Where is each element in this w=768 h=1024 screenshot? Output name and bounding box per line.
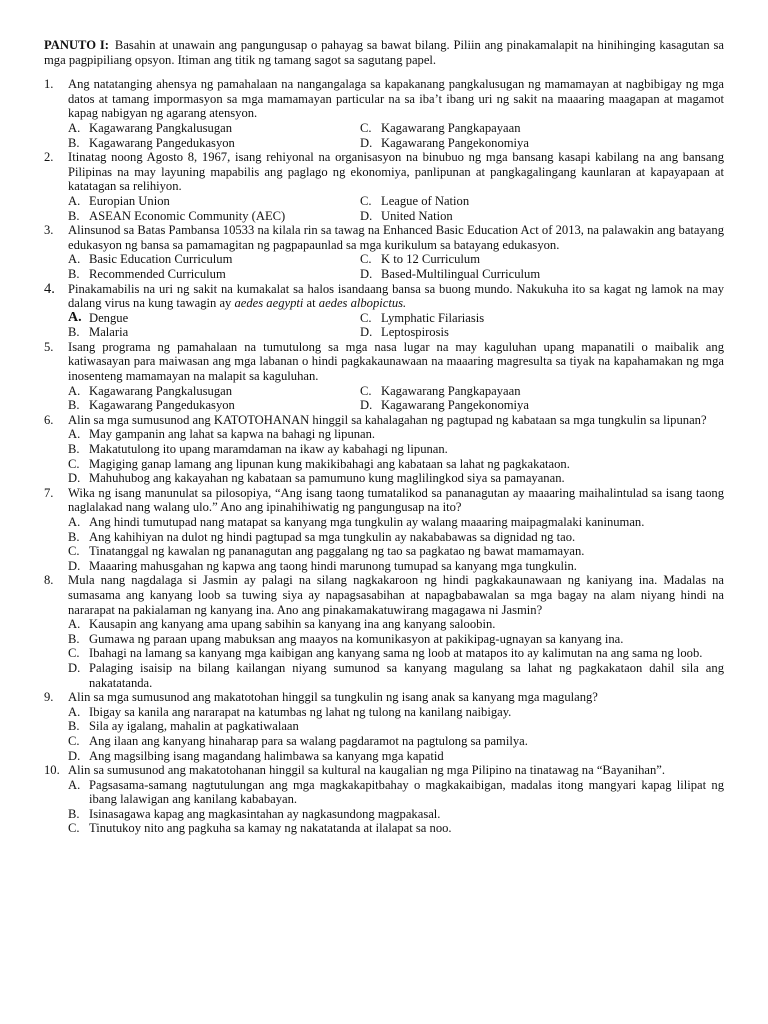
options	[68, 252, 724, 281]
option-letter: D.	[360, 398, 373, 413]
option-letter: B.	[68, 325, 80, 340]
question-1	[44, 77, 724, 150]
option-a[interactable]	[68, 252, 360, 267]
option-d[interactable]	[360, 325, 724, 340]
option-text: Basic Education Curriculum	[89, 252, 233, 267]
option-c[interactable]	[360, 194, 724, 209]
question-text: Alin sa mga sumusunod ang KATOTOHANAN hinggil sa kahalagahan ng pagtupad ng kabataan sa mga tungkulin sa lipunan?	[68, 412, 707, 427]
option-letter: D.	[68, 748, 81, 763]
question-text: Ang natatanging ahensya ng pamahalaan na nangangalaga sa kapakanang pangkalusugan ng mamamayan at nagbibigay ng mga datos at tamang impormasyon sa mga mamamayan particular na sa iba’t ibang uri ng sakit na maaaring maagapan at magamot kapag nabigyan ng agarang atensyon.	[68, 77, 724, 121]
options	[68, 705, 724, 763]
option-a[interactable]	[68, 194, 360, 209]
question-number: 7.	[44, 485, 54, 500]
option-text: Mahuhubog ang kakayahan ng kabataan sa pamumuno kung maglilingkod siya sa pamayanan.	[89, 471, 565, 486]
option-c[interactable]	[68, 544, 724, 559]
option-b[interactable]	[68, 807, 724, 822]
option-text: Ang ilaan ang kanyang hinaharap para sa walang pagdaramot na pagtulong sa pamilya.	[89, 733, 528, 748]
option-letter: A.	[68, 427, 81, 442]
option-letter: C.	[68, 733, 80, 748]
option-text: Magiging ganap lamang ang lipunan kung makikibahagi ang kabataan sa lahat ng pagkakataon.	[89, 456, 570, 471]
option-text: Leptospirosis	[381, 325, 449, 340]
option-text: Recommended Curriculum	[89, 266, 226, 281]
question-number: 6.	[44, 412, 54, 427]
option-text: Malaria	[89, 325, 129, 340]
options	[68, 121, 724, 150]
option-text: Kagawarang Pangekonomiya	[381, 398, 529, 413]
option-letter: A.	[68, 383, 81, 398]
question-number: 9.	[44, 690, 54, 705]
question-text: Alin sa sumusunod ang makatotohanan hinggil sa kultural na kaugalian ng mga Pilipino na tinatawag na “Bayanihan”.	[68, 763, 666, 778]
option-letter: C.	[360, 120, 372, 135]
species-name: aedes albopictus.	[318, 296, 407, 311]
option-b[interactable]	[68, 719, 724, 734]
question-text	[68, 282, 724, 311]
option-text: ASEAN Economic Community (AEC)	[89, 208, 286, 223]
question-text: Itinatag noong Agosto 8, 1967, isang rehiyonal na organisasyon na binubuo ng mga bansang kasapi kabilang na ang bansang Pilipinas na may layuning mapabilis ang paglago ng ekonomiya, panlipunan at pangkagalingang kaunlaran at kapayapaan at katatagan sa relihiyon.	[68, 150, 724, 194]
question-number: 5.	[44, 339, 54, 354]
option-letter: D.	[360, 325, 373, 340]
option-letter: B.	[68, 398, 80, 413]
option-letter: B.	[68, 719, 80, 734]
question-2	[44, 150, 724, 223]
option-text: Tinutukoy nito ang pagkuha sa kamay ng nakatatanda at ilalapat sa noo.	[89, 821, 452, 836]
question-text-part: Pinakamabilis na uri ng sakit na kumakalat sa halos isandaang bansa sa buong mundo. Nakukuha ito sa kagat ng lamok na may dalang virus na kung tawagin ay	[68, 281, 724, 311]
question-number: 10.	[44, 763, 60, 778]
question-10	[44, 763, 724, 836]
option-letter: A.	[68, 252, 81, 267]
option-text: Ang kahihiyan na dulot ng hindi pagtupad sa mga tungkulin ay nakababawas sa dignidad ng tao.	[89, 529, 576, 544]
option-letter: C.	[68, 544, 80, 559]
option-b[interactable]	[68, 267, 360, 282]
option-letter: D.	[360, 135, 373, 150]
option-text: Dengue	[89, 310, 129, 325]
option-text: Palaging isaisip na bilang kailangan niyang sumunod sa kanyang magulang sa lahat ng pagkakataon dahil sila ang nakatatanda.	[89, 660, 724, 690]
options	[68, 384, 724, 413]
options	[68, 778, 724, 836]
option-text: League of Nation	[381, 193, 470, 208]
option-c[interactable]	[360, 311, 724, 326]
option-letter: B.	[68, 208, 80, 223]
option-letter: B.	[68, 529, 80, 544]
option-text: Gumawa ng paraan upang mabuksan ang maayos na komunikasyon at pakikipag-ugnayan sa kanyang ina.	[89, 631, 624, 646]
option-letter: A.	[68, 309, 82, 325]
question-number: 1.	[44, 77, 54, 92]
option-d[interactable]	[360, 267, 724, 282]
option-c[interactable]	[68, 734, 724, 749]
question-text-part: at	[303, 296, 319, 311]
question-text: Alinsunod sa Batas Pambansa 10533 na kilala rin sa tawag na Enhanced Basic Education Act of 2013, na palawakin ang batayang edukasyon ng bansa sa pamamagitan ng pagpapaunlad sa mga kurikulum sa batayang edukasyon.	[68, 223, 724, 252]
option-text: Kagawarang Pangkalusugan	[89, 120, 233, 135]
option-d[interactable]	[68, 661, 724, 690]
option-text: Ang hindi tumutupad nang matapat sa kanyang mga tungkulin ay walang maaaring maipagmalaki kaninuman.	[89, 515, 645, 529]
option-text: United Nation	[381, 208, 453, 223]
option-letter: A.	[68, 120, 81, 135]
options	[68, 515, 724, 573]
option-c[interactable]	[360, 384, 724, 399]
instructions-label: PANUTO I:	[44, 38, 109, 52]
option-d[interactable]	[68, 559, 724, 574]
option-text: Sila ay igalang, mahalin at pagkatiwalaan	[89, 719, 299, 734]
option-d[interactable]	[360, 398, 724, 413]
option-c[interactable]	[68, 646, 724, 661]
option-c[interactable]	[360, 252, 724, 267]
option-c[interactable]	[68, 821, 724, 836]
options	[68, 311, 724, 340]
option-letter: B.	[68, 631, 80, 646]
question-number: 3.	[44, 223, 54, 238]
option-c[interactable]	[68, 457, 724, 472]
option-text: Pagsasama-samang nagtutulungan ang mga magkakapitbahay o magkakaibigan, madalas itong mangyari kapag lilipat ng ibang lalawigan ang kanilang kababayan.	[89, 777, 724, 807]
question-4	[44, 282, 724, 340]
option-letter: A.	[68, 515, 81, 529]
option-letter: A.	[68, 777, 81, 792]
question-number: 2.	[44, 150, 54, 165]
species-name: aedes aegypti	[234, 296, 304, 311]
option-letter: B.	[68, 135, 80, 150]
option-a[interactable]	[68, 384, 360, 399]
option-text: Kagawarang Pangedukasyon	[89, 135, 235, 150]
option-a[interactable]	[68, 121, 360, 136]
option-b[interactable]	[68, 325, 360, 340]
option-text: Kagawarang Pangkapayaan	[381, 383, 521, 398]
option-letter: C.	[68, 821, 80, 836]
option-text: K to 12 Curriculum	[381, 252, 480, 267]
option-d[interactable]	[360, 209, 724, 224]
question-6	[44, 413, 724, 486]
option-letter: C.	[360, 310, 372, 325]
option-letter: C.	[360, 252, 372, 267]
question-text: Isang programa ng pamahalaan na tumutulong sa mga nasa lugar na may kaguluhan upang mapanatili o maibalik ang katiwasayan para maiwasan ang mga labanan o hindi pagkakaunawaan na maaaring magresulta sa tiyak na kapahamakan ng mga inosenteng mamamayan na malapit sa kaguluhan.	[68, 339, 724, 384]
question-8	[44, 573, 724, 690]
option-letter: D.	[360, 208, 373, 223]
options	[68, 427, 724, 485]
option-a[interactable]	[68, 311, 360, 326]
question-text: Wika ng isang manunulat sa pilosopiya, “Ang isang taong tumatalikod sa pananagutan ay maaaring maihalintulad sa isang taong naglalakad nang walang ulo.” Ano ang ipinahihiwatig ng pangungusap na ito?	[68, 485, 724, 515]
option-letter: D.	[68, 471, 81, 486]
option-letter: D.	[360, 266, 373, 281]
option-text: Makatutulong ito upang maramdaman na ikaw ay kabahagi ng lipunan.	[89, 442, 448, 457]
option-text: Maaaring mahusgahan ng kapwa ang taong hindi marunong tumupad sa kanyang mga tungkulin.	[89, 558, 577, 573]
option-text: Ang magsilbing isang magandang halimbawa sa kanyang mga kapatid	[89, 748, 444, 763]
option-letter: A.	[68, 617, 81, 632]
option-a[interactable]	[68, 515, 724, 530]
option-a[interactable]	[68, 705, 724, 720]
exam-page	[44, 38, 724, 836]
question-9	[44, 690, 724, 763]
option-text: Kagawarang Pangkalusugan	[89, 383, 233, 398]
option-c[interactable]	[360, 121, 724, 136]
option-letter: D.	[68, 660, 81, 675]
option-text: Kausapin ang kanyang ama upang sabihin sa kanyang ina ang kanyang saloobin.	[89, 617, 496, 632]
option-text: May gampanin ang lahat sa kapwa na bahagi ng lipunan.	[89, 427, 376, 442]
option-b[interactable]	[68, 442, 724, 457]
question-5	[44, 340, 724, 413]
option-letter: B.	[68, 266, 80, 281]
option-text: Tinatanggal ng kawalan ng pananagutan ang paggalang ng tao sa pagkatao ng bawat mamamayan.	[89, 544, 585, 559]
option-letter: D.	[68, 558, 81, 573]
question-7	[44, 486, 724, 574]
instructions-text: Basahin at unawain ang pangungusap o pahayag sa bawat bilang. Piliin ang pinakamalapit na hinihinging kasagutan sa mga pagpipiliang opsyon. Itiman ang titik ng tamang sagot sa sagutang papel.	[44, 38, 724, 67]
option-letter: A.	[68, 704, 81, 719]
option-a[interactable]	[68, 427, 724, 442]
option-letter: A.	[68, 193, 81, 208]
option-b[interactable]	[68, 136, 360, 151]
instructions	[44, 38, 724, 67]
options	[68, 617, 724, 690]
question-number: 8.	[44, 573, 54, 588]
option-text: Ibigay sa kanila ang nararapat na katumbas ng lahat ng tulong na kanilang naibigay.	[89, 704, 512, 719]
option-letter: B.	[68, 806, 80, 821]
option-letter: B.	[68, 442, 80, 457]
question-text: Mula nang nagdalaga si Jasmin ay palagi na silang nagkakaroon ng hindi pagkakaunawaan ng kaniyang ina. Madalas na sumasama ang kanyang loob sa tuwing siya ay napagsasabihan at napagbabawalan sa mga bagay na alam niyang hindi na nararapat na pakialaman ng kanyang ina. Ano ang pinakamakatuwirang magagawa ni Jasmin?	[68, 573, 724, 617]
option-letter: C.	[360, 193, 372, 208]
question-3	[44, 223, 724, 281]
option-b[interactable]	[68, 209, 360, 224]
option-a[interactable]	[68, 617, 724, 632]
option-letter: C.	[68, 646, 80, 661]
option-text: Kagawarang Pangedukasyon	[89, 398, 235, 413]
option-text: Kagawarang Pangkapayaan	[381, 120, 521, 135]
option-d[interactable]	[68, 471, 724, 486]
option-text: Lymphatic Filariasis	[381, 310, 485, 325]
option-b[interactable]	[68, 398, 360, 413]
option-text: Based-Multilingual Curriculum	[381, 266, 541, 281]
option-d[interactable]	[68, 749, 724, 764]
option-a[interactable]	[68, 778, 724, 807]
option-d[interactable]	[360, 136, 724, 151]
options	[68, 194, 724, 223]
option-letter: C.	[68, 456, 80, 471]
option-text: Ibahagi na lamang sa kanyang mga kaibigan ang kanyang sama ng loob at matapos ito ay kalimutan na ang sama ng loob.	[89, 646, 703, 661]
option-text: Europian Union	[89, 193, 170, 208]
option-b[interactable]	[68, 632, 724, 647]
option-b[interactable]	[68, 530, 724, 545]
option-text: Kagawarang Pangekonomiya	[381, 135, 529, 150]
question-text: Alin sa mga sumusunod ang makatotohan hinggil sa tungkulin ng isang anak sa kanyang mga magulang?	[68, 690, 598, 705]
question-number: 4.	[44, 280, 55, 297]
option-letter: C.	[360, 383, 372, 398]
option-text: Isinasagawa kapag ang magkasintahan ay nagkasundong magpakasal.	[89, 806, 441, 821]
